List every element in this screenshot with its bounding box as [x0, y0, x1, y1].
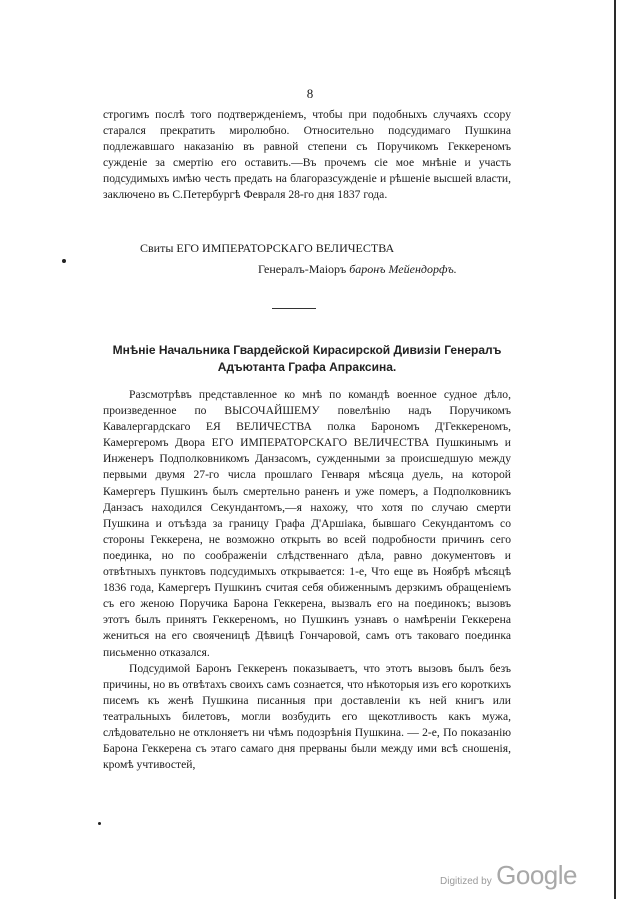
section-divider — [272, 308, 316, 309]
signature-title: Свиты ЕГО ИМПЕРАТОРСКАГО ВЕЛИЧЕСТВА — [140, 241, 395, 255]
signature-rank: Генералъ-Маіоръ — [258, 262, 347, 276]
heading-line: Адъютанта Графа Апраксина. — [217, 360, 397, 374]
paragraph: Разсмотрѣвъ представленное ко мнѣ по командѣ военное судное дѣло, произведенное по ВЫСОЧАЙШЕМУ повелѣнію надъ Поручикомъ Кавалергардскаго ЕЯ ВЕЛИЧЕСТВА полка Барономъ Д'Геккереномъ, Камергеромъ Двора ЕГО ИМПЕРАТОРСКАГО ВЕЛИЧЕСТВА Пушкинымъ и Инженеръ Подполковникомъ Данзасомъ, сужденными за происшедшую между первыми двумя 27-го числа прошлаго Генваря мѣсяца дуель, на которой Камергеръ Пушкинъ былъ смертельно раненъ и уже померъ, а Подполковникъ Данзасъ находился Секундантомъ,—я нахожу, что хотя по случаю смерти Пушкина и отъѣзда за границу Графа Д'Аршіака, бывшаго Секундантомъ со стороны Геккерена, не возможно открыть во всей подробности причинъ сего поединка, но по соображеніи слѣдственнаго дѣла, равно документовъ и отвѣтныхъ пунктовъ подсудимыхъ открывается: 1-е, Что еще въ Ноябрѣ мѣсяцѣ 1836 года, Камергеръ Пушкинъ считая себя обиженнымъ дерзкимъ обращеніемъ съ его женою Поручика Барона Геккерена, вызвалъ его на поединокъ; вызовъ этотъ былъ принятъ Геккереномъ, но Пушкинъ узнавъ о намѣреніи Геккерена жениться на его свояченицѣ Дѣвицѣ Гончаровой, самъ отъ таковаго поединка письменно отказался. — [103, 388, 511, 659]
heading-line: Мнѣніе Начальника Гвардейской Кирасирской Дивизіи Генералъ — [112, 343, 502, 357]
page-edge-line — [614, 0, 616, 899]
section-heading — [103, 342, 511, 376]
paragraph: строгимъ послѣ того подтвержденіемъ, чтобы при подобныхъ случаяхъ ссору старался прекратить миролюбно. Относительно подсудимаго Пушкина подлежавшаго наказанію въ равной степени съ Поручикомъ Геккереномъ сужденіе за смертію его оставить.—Въ прочемъ сіе мое мнѣніе и участь подсудимыхъ имѣю честь предать на благоразсужденіе и рѣшеніе высшей власти, заключено въ С.Петербургѣ Февраля 28-го дня 1837 года. — [103, 108, 511, 202]
signature-name — [258, 262, 457, 277]
google-logo: Google — [496, 860, 577, 890]
signature-person: баронъ Мейендорфъ. — [349, 262, 457, 276]
text-block-main — [103, 387, 511, 773]
digitized-watermark — [440, 860, 577, 891]
watermark-prefix: Digitized by — [440, 876, 492, 887]
page-number: 8 — [306, 86, 314, 101]
scan-speck — [98, 822, 101, 825]
text-block-top — [103, 107, 511, 204]
paragraph: Подсудимой Баронъ Геккеренъ показываетъ, что этотъ вызовъ былъ безъ причины, но въ отвѣтахъ своихъ самъ сознается, что нѣкоторыя изъ его короткихъ писемъ къ женѣ Пушкина писанныя при доставленіи къ ней книгъ или театральныхъ билетовъ, могли возбудить его щекотливость какъ мужа, слѣдовательно не отклоняетъ ни чѣмъ подозрѣнія Пушкина. — 2-е, По показанію Барона Геккерена съ этаго самаго дня прерваны были между ими всѣ сношенія, кромѣ учтивостей, — [103, 661, 511, 772]
scan-speck — [62, 259, 66, 263]
